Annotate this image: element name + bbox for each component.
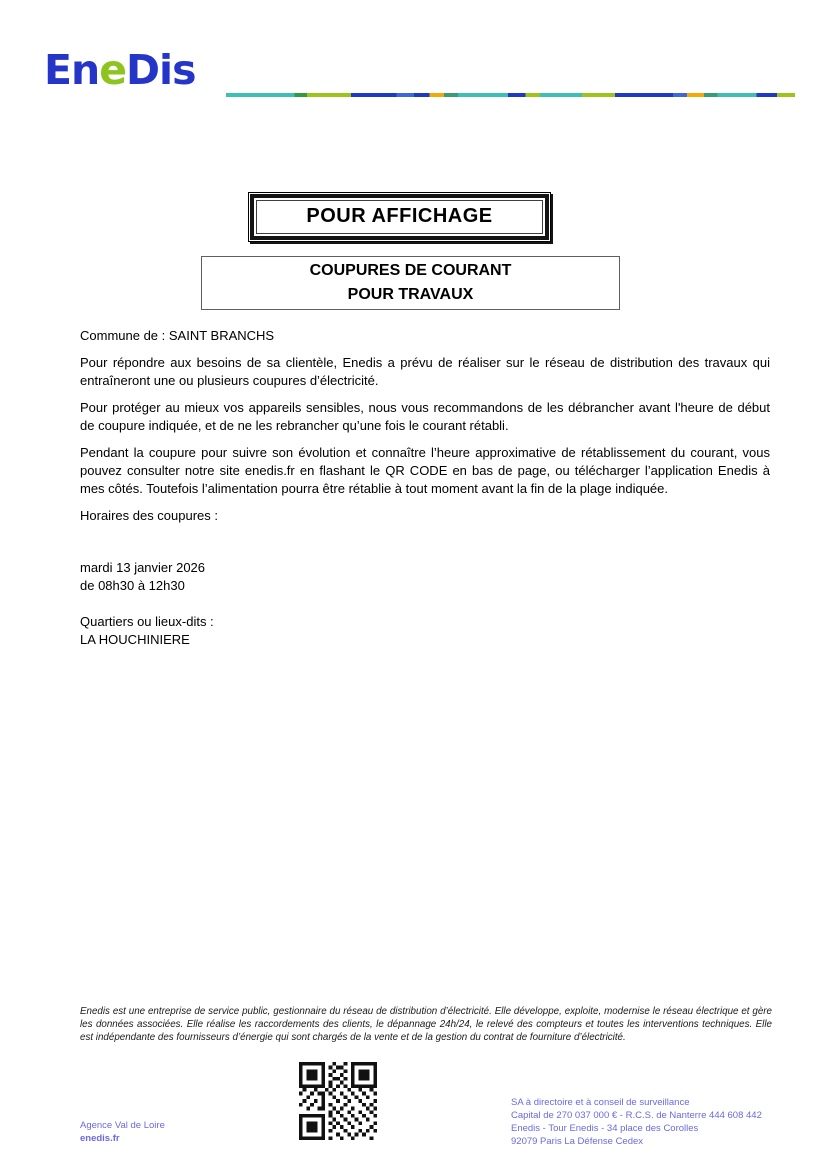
quartiers-label: Quartiers ou lieux-dits : — [80, 614, 214, 629]
brand-color-divider — [226, 93, 795, 97]
quartiers-value: LA HOUCHINIERE — [80, 632, 190, 647]
banner-frame — [250, 194, 549, 240]
logo-text-part3: Dis — [126, 46, 196, 94]
qr-code-icon — [299, 1062, 377, 1140]
legal-paragraph: Enedis est une entreprise de service public, gestionnaire du réseau de distribution d’électricité. Elle développe, exploite, modernise le réseau électrique et gère les données associées. Elle réalise les raccordements des clients, le dépannage 24h/24, le relevé des compteurs et toutes les interventions techniques. Elle est indépendante des fournisseurs d’énergie qui sont chargés de la vente et de la gestion du contrat de fourniture d’électricité. — [80, 1006, 772, 1043]
paragraph-qr-info: Pendant la coupure pour suivre son évolution et connaître l’heure approximative de rétablissement du courant, vous pouvez consulter notre site enedis.fr en flashant le QR CODE en bas de page, ou télécharger l’application Enedis à mes côtés. Toutefois l’alimentation pourra être rétablie à tout moment avant la fin de la plage indiquée. — [80, 445, 770, 496]
paragraph-intro: Pour répondre aux besoins de sa clientèle, Enedis a prévu de réaliser sur le réseau de distribution des travaux qui entraîneront une ou plusieurs coupures d’électricité. — [80, 355, 770, 388]
company-line-3: Enedis - Tour Enedis - 34 place des Corolles — [511, 1123, 699, 1134]
logo-text-part2: e — [99, 46, 127, 94]
body-content — [80, 327, 770, 667]
website-text: enedis.fr — [80, 1133, 120, 1144]
schedule-block — [80, 559, 770, 595]
company-line-2: Capital de 270 037 000 € - R.C.S. de Nanterre 444 608 442 — [511, 1110, 762, 1121]
quartiers-block — [80, 613, 770, 649]
company-line-1: SA à directoire et à conseil de surveillance — [511, 1097, 690, 1108]
horaires-label: Horaires des coupures : — [80, 508, 219, 523]
schedule-date: mardi 13 janvier 2026 — [80, 560, 206, 575]
banner-title: POUR AFFICHAGE — [256, 200, 543, 234]
schedule-time: de 08h30 à 12h30 — [80, 578, 185, 593]
company-info-block — [511, 1096, 762, 1148]
agency-name: Agence Val de Loire — [80, 1120, 165, 1131]
agency-block — [80, 1119, 165, 1145]
pour-affichage-banner — [248, 192, 551, 242]
notice-box — [201, 256, 620, 310]
commune-line: Commune de : SAINT BRANCHS — [80, 328, 275, 343]
logo-text-part1: En — [44, 46, 100, 94]
company-line-4: 92079 Paris La Défense Cedex — [511, 1136, 644, 1147]
enedis-logo — [44, 46, 196, 94]
paragraph-advice: Pour protéger au mieux vos appareils sensibles, nous vous recommandons de les débrancher avant l'heure de début de coupure indiquée, et de ne les rebrancher qu’une fois le courant rétabli. — [80, 400, 770, 433]
notice-line2: POUR TRAVAUX — [347, 286, 474, 303]
notice-line1: COUPURES DE COURANT — [309, 262, 512, 279]
